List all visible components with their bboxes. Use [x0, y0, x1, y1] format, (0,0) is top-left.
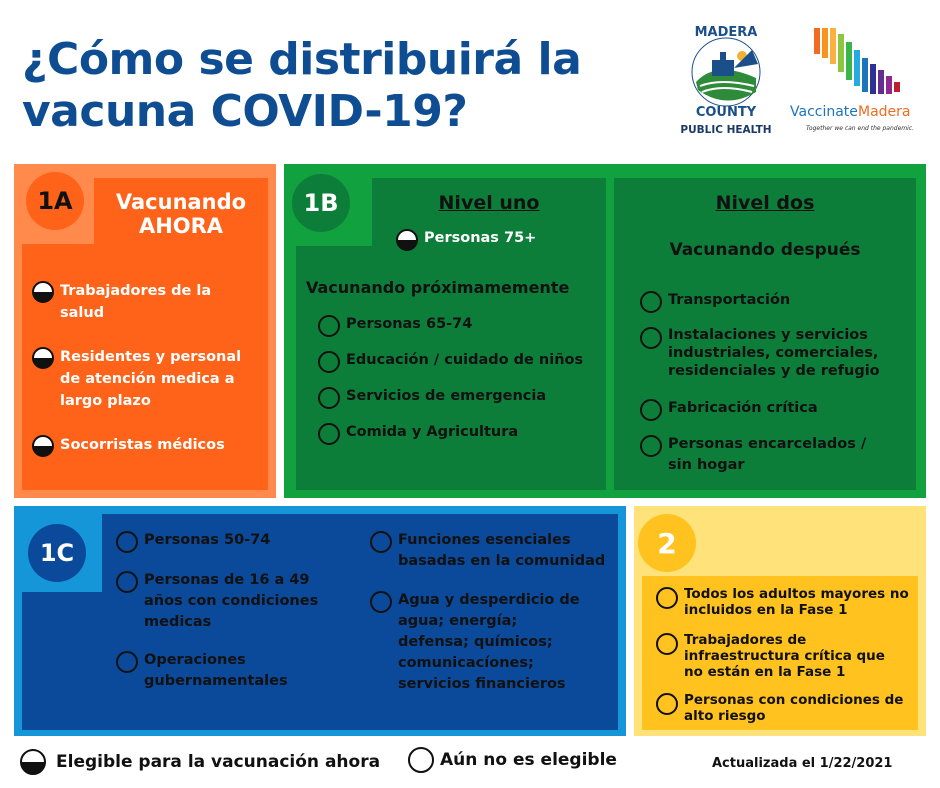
phase-1a-heading [96, 190, 266, 238]
vaccinate-word: Vaccinate [790, 104, 858, 120]
list-item: Comida y Agricultura [318, 422, 598, 445]
not-eligible-icon [318, 351, 340, 373]
list-item: Trabajadores de la salud [32, 280, 252, 324]
legend-eligible-label: Elegible para la vacunación ahora [56, 751, 381, 772]
phase-1a-heading-line1: Vacunando [115, 190, 247, 214]
list-item: Educación / cuidado de niños [318, 350, 598, 373]
list-item: Personas 50-74 [116, 530, 346, 553]
list-item: Todos los adultos mayores no incluidos en la Fase 1 [656, 586, 912, 618]
not-eligible-icon [318, 315, 340, 337]
list-item: Instalaciones y servicios industriales, comerciales, residenciales y de refugio [640, 326, 910, 380]
list-item: Personas de 16 a 49 años con condiciones medicas [116, 570, 346, 633]
list-item: Residentes y personal de atención medica a largo plazo [32, 346, 254, 412]
phase-1a-badge: 1A [26, 172, 84, 230]
madera-county-logo [676, 20, 776, 140]
not-eligible-icon [370, 591, 392, 613]
not-eligible-icon [318, 387, 340, 409]
tier2-subheading: Vacunando después [669, 240, 861, 260]
phase-1b-panel [284, 164, 926, 498]
not-eligible-icon [370, 531, 392, 553]
list-item: Agua y desperdicio de agua; energía; defensa; químicos; comunicacíones; servicios financieros [370, 590, 590, 695]
not-eligible-icon [656, 587, 678, 609]
madera-word: Madera [858, 104, 911, 120]
madera-logo-top: MADERA [694, 25, 758, 40]
legend-not-eligible-label: Aún no es elegible [440, 749, 617, 770]
not-eligible-icon [116, 531, 138, 553]
title-line-1: ¿Cómo se distribuirá la [22, 34, 582, 85]
not-eligible-icon [318, 423, 340, 445]
phase-1c-badge: 1C [28, 524, 86, 582]
list-item: Transportación [640, 290, 910, 313]
eligible-now-icon [32, 281, 54, 303]
phase-2-panel [634, 506, 926, 736]
phase-1a-heading-line2: AHORA [138, 214, 224, 238]
phase-1a-panel [14, 164, 276, 498]
list-item: Servicios de emergencia [318, 386, 598, 409]
vaccinate-tagline: Together we can end the pandemic. [806, 125, 914, 132]
list-item: Socorristas médicos [32, 434, 254, 457]
eligible-now-icon [396, 229, 418, 251]
madera-logo-sub: PUBLIC HEALTH [680, 124, 772, 136]
vaccinate-madera-logo [786, 24, 932, 140]
list-item: Trabajadores de infraestructura crítica que no están en la Fase 1 [656, 632, 886, 680]
phase-1b-badge: 1B [292, 174, 350, 232]
not-eligible-icon [408, 747, 434, 773]
list-item: Personas con condiciones de alto riesgo [656, 692, 916, 724]
list-item: Operaciones gubernamentales [116, 650, 346, 692]
list-item: Fabricación crítica [640, 398, 910, 421]
eligible-now-icon [32, 347, 54, 369]
tier1-subheading: Vacunando próximamemente [306, 278, 570, 297]
eligible-now-icon [20, 749, 46, 775]
eligible-now-icon [32, 435, 54, 457]
legend-eligible [20, 748, 380, 775]
tier1-heading: Nivel uno [438, 192, 540, 214]
tier2-heading: Nivel dos [715, 192, 815, 214]
title-line-2: vacuna COVID-19? [22, 86, 468, 137]
list-item: Funciones esenciales basadas en la comunidad [370, 530, 616, 572]
legend-not-eligible [408, 746, 617, 773]
not-eligible-icon [116, 571, 138, 593]
list-item: Personas encarcelados / sin hogar [640, 434, 876, 476]
not-eligible-icon [656, 693, 678, 715]
not-eligible-icon [640, 291, 662, 313]
not-eligible-icon [640, 435, 662, 457]
phase-1c-panel [14, 506, 626, 736]
not-eligible-icon [640, 399, 662, 421]
list-item: Personas 75+ [396, 228, 596, 251]
not-eligible-icon [640, 327, 662, 349]
page-title [22, 34, 672, 138]
not-eligible-icon [656, 633, 678, 655]
list-item: Personas 65-74 [318, 314, 598, 337]
california-stripes-icon [814, 28, 900, 94]
not-eligible-icon [116, 651, 138, 673]
phase-2-badge: 2 [638, 514, 696, 572]
madera-logo-bottom: COUNTY [695, 105, 757, 120]
updated-date: Actualizada el 1/22/2021 [712, 756, 893, 771]
